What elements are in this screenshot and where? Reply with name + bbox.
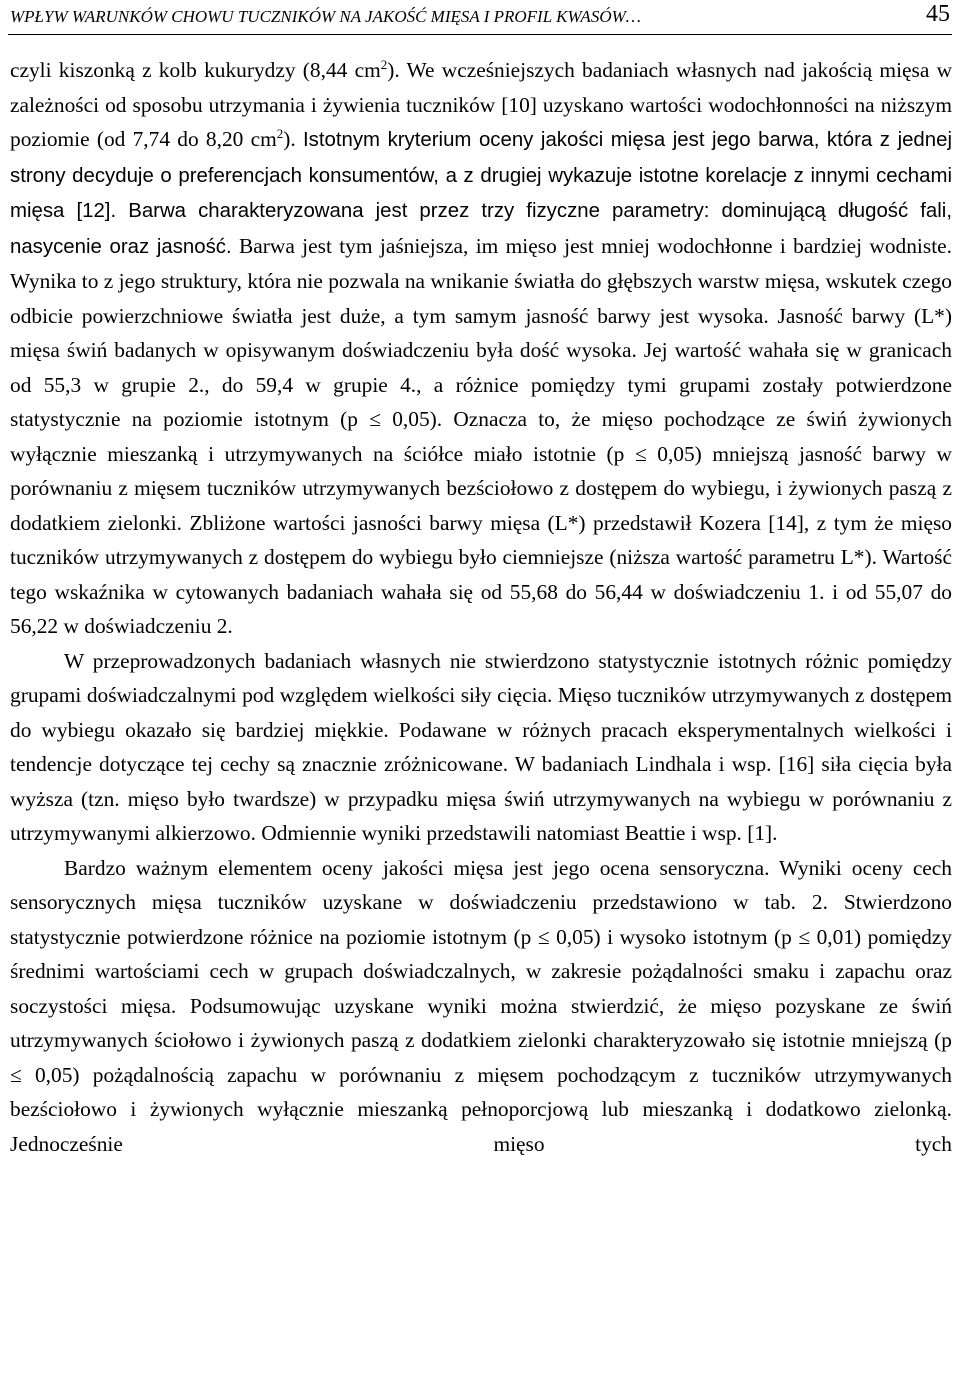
running-title: WPŁYW WARUNKÓW CHOWU TUCZNIKÓW NA JAKOŚĆ MIĘSA I PROFIL KWASÓW… [10,7,641,26]
text-run: ). We wcześniejszych badaniach własnych nad jakością mięsa w zależności od sposobu utrzymania i żywienia tuczników [10] uzyskano wartości wodochłonności na niższym poziomie (od 7,74 do 8,20 cm [10,58,953,151]
running-header [8,0,952,35]
paragraph-3: Bardzo ważnym elementem oceny jakości mięsa jest jego ocena sensoryczna. Wyniki oceny cech sensorycznych mięsa tuczników uzyskane w doświadczeniu przedstawiono w tab. 2. Stwierdzono statystycznie potwierdzone różnice na poziomie istotnym (p ≤ 0,05) i wysoko istotnym (p ≤ 0,01) pomiędzy średnimi wartościami cech w grupach doświadczalnych, w zakresie pożądalności smaku i zapachu oraz soczystości mięsa. Podsumowując uzyskane wyniki można stwierdzić, że mięso pozyskane ze świń utrzymywanych ściołowo i żywionych paszą z dodatkiem zielonki charakteryzowało się istotnie mniejszą (p ≤ 0,05) pożądalnością zapachu w porównaniu z mięsem pochodzącym z tuczników utrzymywanych bezściołowo i żywionych wyłącznie mieszanką pełnoporcjową lub mieszanką i dodatkowo zielonką. Jednocześnie mięso tych [10,855,952,1156]
body-text [10,53,952,1161]
superscript: 2 [380,56,388,72]
text-run: ). [283,127,296,151]
page-number: 45 [926,1,950,27]
paragraph-1 [10,53,952,644]
text-run: czyli kiszonką z kolb kukurydzy (8,44 cm [10,58,381,82]
text-run: Barwa jest tym jaśniejsza, im mięso jest mniej wodochłonne i bardziej wodniste. Wynika to z jego struktury, która nie pozwala na wnikanie światła do głębszych warstw mięsa, wskutek czego odbicie powierzchniowe światła jest duże, a tym samym jasność barwy jest wysoka. Jasność barwy (L*) mięsa świń badanych w opisywanym doświadczeniu była dość wysoka. Jej wartość wahała się w granicach od 55,3 w grupie 2., do 59,4 w grupie 4., a różnice pomiędzy tymi grupami zostały potwierdzone statystycznie na poziomie istotnym (p ≤ 0,05). Oznacza to, że mięso pochodzące ze świń żywionych wyłącznie mieszanką i utrzymywanych na ściółce miało istotnie (p ≤ 0,05) mniejszą jasność barwy w porównaniu z mięsem tuczników utrzymywanych bezściołowo z dostępem do wybiegu, i żywionych paszą z dodatkiem zielonki. Zbliżone wartości jasności barwy mięsa (L*) przedstawił Kozera [14], z tym że mięso tuczników utrzymywanych z dostępem do wybiegu było ciemniejsze (niższa wartość parametru L*). Wartość tego wskaźnika w cytowanych badaniach wahała się od 55,68 do 56,44 w doświadczeniu 1. i od 55,07 do 56,22 w doświadczeniu 2. [10,233,952,638]
paragraph-2: W przeprowadzonych badaniach własnych nie stwierdzono statystycznie istotnych różnic pomiędzy grupami doświadczalnymi pod względem wielkości siły cięcia. Mięso tuczników utrzymywanych z dostępem do wybiegu okazało się bardziej miękkie. Podawane w różnych pracach eksperymentalnych wielkości i tendencje dotyczące tej cechy są znacznie zróżnicowane. W badaniach Lindhala i wsp. [16] siła cięcia była wyższa (tzn. mięso było twardsze) w przypadku mięsa świń utrzymywanych na wybiegu w porównaniu z utrzymywanymi alkierzowo. Odmiennie wyniki przedstawili natomiast Beattie i wsp. [1]. [10,648,952,845]
sans-text-run: Istotnym kryterium oceny jakości mięsa jest jego barwa, która z jednej strony decyduje o preferencjach konsumentów, a z drugiej wykazuje istotne korelacje z innymi cechami mięsa [12]. Barwa charakteryzowana jest przez trzy fizyczne parametry: dominującą długość fali, nasycenie oraz jasność. [10,129,952,258]
superscript: 2 [276,125,284,141]
